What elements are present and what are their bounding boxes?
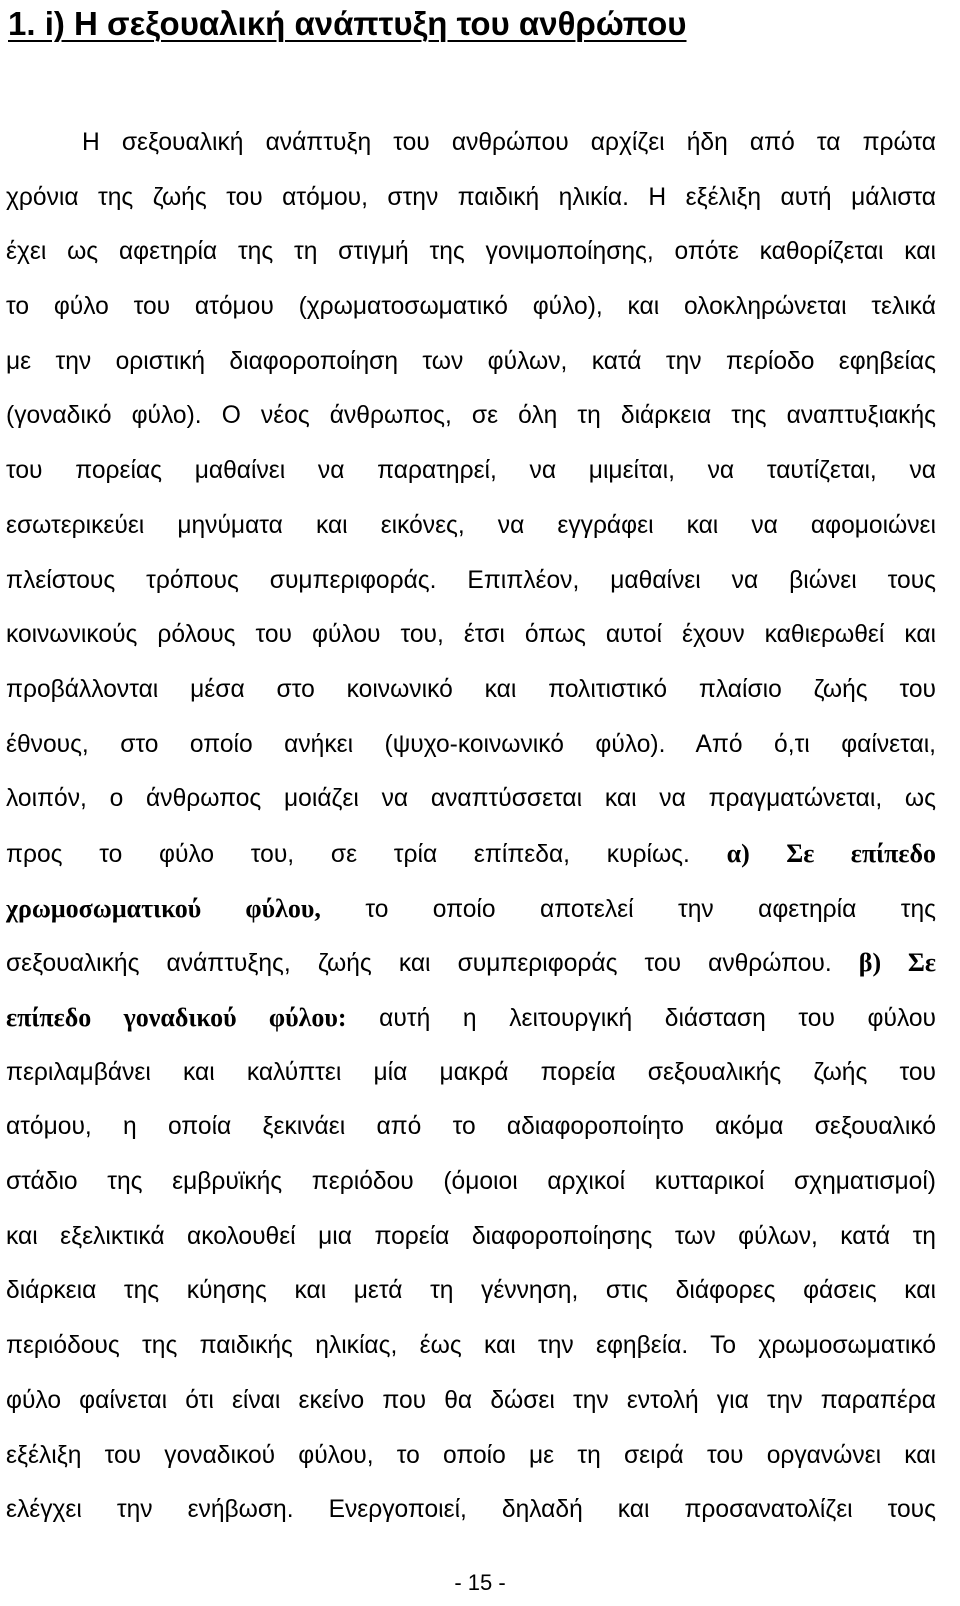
text-line: επίπεδο γοναδικού φύλου: αυτή η λειτουργική διάσταση του φύλου bbox=[6, 1003, 936, 1032]
text-line: κοινωνικούς ρόλους του φύλου του, έτσι όπως αυτοί έχουν καθιερωθεί και bbox=[6, 621, 936, 649]
body-paragraph bbox=[6, 116, 936, 1538]
text-line: ελέγχει την ενήβωση. Ενεργοποιεί, δηλαδή και προσανατολίζει τους bbox=[6, 1496, 936, 1524]
bold-term: β) Σε bbox=[858, 948, 937, 978]
text-line: του πορείας μαθαίνει να παρατηρεί, να μιμείται, να ταυτίζεται, να bbox=[6, 457, 936, 485]
text-line: χρόνια της ζωής του ατόμου, στην παιδική ηλικία. Η εξέλιξη αυτή μάλιστα bbox=[6, 183, 936, 211]
text-line: προβάλλονται μέσα στο κοινωνικό και πολιτιστικό πλαίσιο ζωής του bbox=[6, 675, 936, 703]
text-line: το φύλο του ατόμου (χρωματοσωματικό φύλο), και ολοκληρώνεται τελικά bbox=[6, 293, 936, 321]
text-line: φύλο φαίνεται ότι είναι εκείνο που θα δώσει την εντολή για την παραπέρα bbox=[6, 1386, 936, 1414]
text-line: έχει ως αφετηρία της τη στιγμή της γονιμοποίησης, οπότε καθορίζεται και bbox=[6, 238, 936, 266]
text-line: και εξελικτικά ακολουθεί μια πορεία διαφοροποίησης των φύλων, κατά τη bbox=[6, 1222, 936, 1250]
text-line: Η σεξουαλική ανάπτυξη του ανθρώπου αρχίζει ήδη από τα πρώτα bbox=[82, 129, 936, 156]
bold-term: επίπεδο γοναδικού φύλου: bbox=[6, 1003, 347, 1032]
text-line: (γοναδικό φύλο). Ο νέος άνθρωπος, σε όλη τη διάρκεια της αναπτυξιακής bbox=[6, 402, 936, 430]
text-line: προς το φύλο του, σε τρία επίπεδα, κυρίως. α) Σε επίπεδο bbox=[6, 838, 936, 868]
text-line: εσωτερικεύει μηνύματα και εικόνες, να εγγράφει και να αφομοιώνει bbox=[6, 511, 936, 539]
section-heading: 1. i) Η σεξουαλική ανάπτυξη του ανθρώπου bbox=[8, 5, 687, 42]
text-line: έθνους, στο οποίο ανήκει (ψυχο-κοινωνικό φύλο). Από ό,τι φαίνεται, bbox=[6, 730, 936, 758]
text-line: με την οριστική διαφοροποίηση των φύλων, κατά την περίοδο εφηβείας bbox=[6, 347, 936, 375]
bold-term: χρωμοσωματικού φύλου, bbox=[6, 893, 321, 923]
text-line: ατόμου, η οποία ξεκινάει από το αδιαφοροποίητο ακόμα σεξουαλικό bbox=[6, 1113, 936, 1141]
text-line: σεξουαλικής ανάπτυξης, ζωής και συμπεριφοράς του ανθρώπου. β) Σε bbox=[6, 948, 937, 978]
text-line: πλείστους τρόπους συμπεριφοράς. Επιπλέον, μαθαίνει να βιώνει τους bbox=[6, 566, 936, 594]
page-number: - 15 - bbox=[454, 1570, 506, 1595]
text-line: περιλαμβάνει και καλύπτει μία μακρά πορεία σεξουαλικής ζωής του bbox=[6, 1058, 936, 1086]
text-line: λοιπόν, ο άνθρωπος μοιάζει να αναπτύσσεται και να πραγματώνεται, ως bbox=[6, 785, 936, 813]
text-line: χρωμοσωματικού φύλου, το οποίο αποτελεί την αφετηρία της bbox=[6, 893, 937, 923]
text-line: περιόδους της παιδικής ηλικίας, έως και την εφηβεία. Το χρωμοσωματικό bbox=[6, 1332, 936, 1360]
text-line: εξέλιξη του γοναδικού φύλου, το οποίο με τη σειρά του οργανώνει και bbox=[6, 1441, 936, 1469]
bold-term: α) Σε επίπεδο bbox=[726, 838, 936, 868]
text-line: στάδιο της εμβρυϊκής περιόδου (όμοιοι αρχικοί κυτταρικοί σχηματισμοί) bbox=[6, 1168, 936, 1196]
text-line: διάρκεια της κύησης και μετά τη γέννηση, στις διάφορες φάσεις και bbox=[6, 1277, 936, 1305]
